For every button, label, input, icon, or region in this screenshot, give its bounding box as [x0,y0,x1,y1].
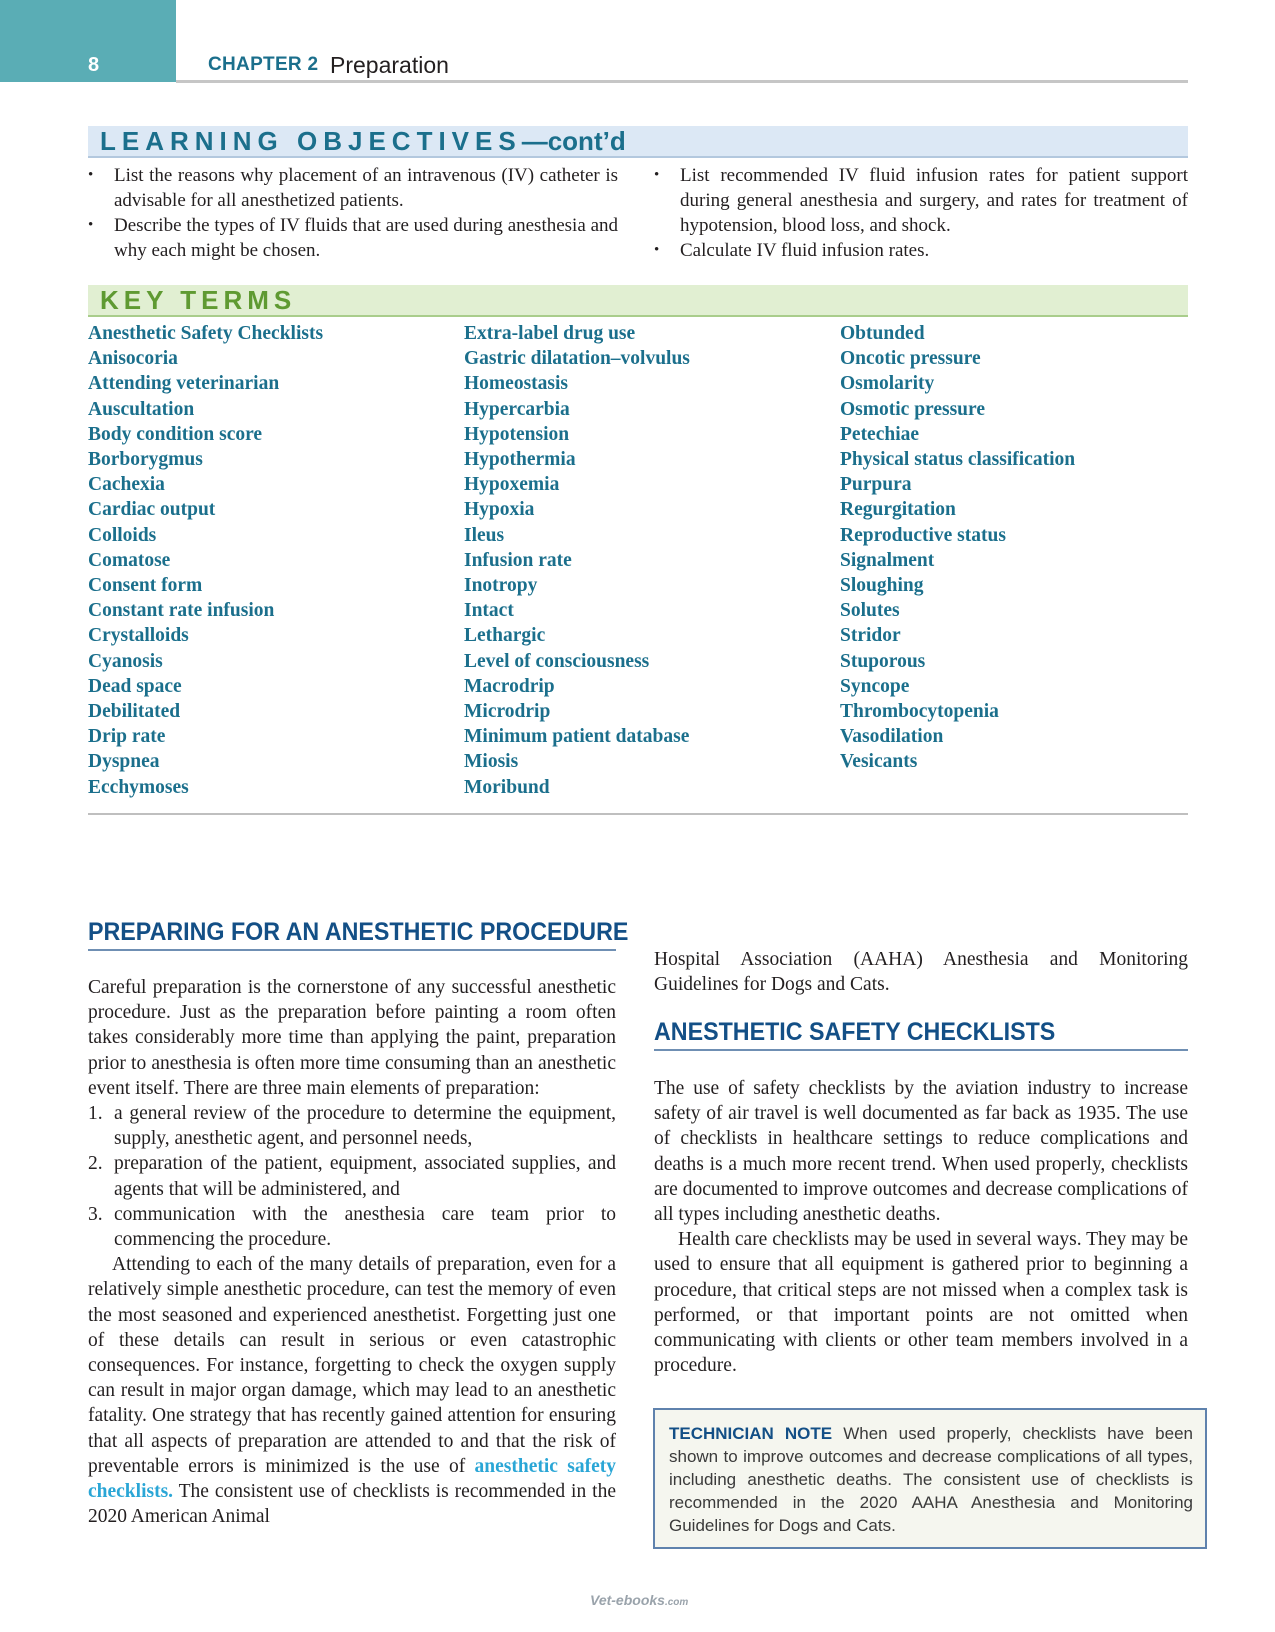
list-item: 2. preparation of the patient, equipment, associated supplies, and agents that will be administered, and [88,1153,616,1200]
preparation-list [88,1101,616,1252]
list-item: 1. a general review of the procedure to determine the equipment, supply, anesthetic agent, and personnel needs, [88,1103,616,1150]
key-term-item: Cachexia [88,474,165,496]
key-term-link[interactable]: anesthetic safety checklists. [88,1455,616,1503]
key-term-item: Body condition score [88,423,263,445]
key-term-item: Auscultation [88,398,195,420]
key-term-item: Moribund [464,776,550,798]
technician-note-text: When used properly, checklists have been shown to improve outcomes and decrease complications of all types, including anesthetic deaths. The consistent use of checklists is recommended in the 2020 AAHA Anesthesia and Monitoring Guidelines for Dogs and Cats. [669,1424,1193,1535]
key-term-item: Stuporous [840,650,926,672]
chapter-title: Preparation [330,52,449,78]
key-term-item: Colloids [88,524,157,546]
key-term-item: Osmolarity [840,373,935,395]
learning-objectives-title: LEARNING OBJECTIVES—cont’d [100,126,626,156]
preparing-body [88,975,616,1529]
list-item: 3. communication with the anesthesia care team prior to commencing the procedure. [88,1203,616,1251]
key-term-item: Minimum patient database [464,726,690,748]
section-heading-preparing: PREPARING FOR AN ANESTHETIC PROCEDURE [88,918,629,946]
key-term-item: Osmotic pressure [840,398,985,420]
key-term-item: Ecchymoses [88,776,189,798]
key-term-item: Infusion rate [464,549,572,571]
key-term-item: Gastric dilatation–volvulus [464,348,690,370]
chapter-label: CHAPTER 2 [208,54,319,75]
key-term-item: Constant rate infusion [88,600,275,622]
key-term-item: Regurgitation [840,499,956,521]
key-term-item: Dyspnea [88,751,160,773]
learning-objectives-left [88,163,618,263]
key-term-item: Attending veterinarian [88,373,280,395]
objective-item: • List the reasons why placement of an intravenous (IV) catheter is advisable for all anesthetized patients. [88,163,618,213]
section-heading-checklists: ANESTHETIC SAFETY CHECKLISTS [654,1018,1056,1046]
key-terms-title: KEY TERMS [100,285,297,315]
page-number: 8 [88,54,100,76]
key-term-item: Homeostasis [464,373,568,395]
key-term-item: Anisocoria [88,348,178,370]
key-term-item: Extra-label drug use [464,323,636,344]
objective-item: • List recommended IV fluid infusion rates for patient support during general anesthesia and surgery, and rates for treatment of hypotension, blood loss, and shock. [654,163,1188,238]
key-term-item: Hypoxemia [464,474,560,496]
learning-objectives-right [654,163,1188,263]
key-term-item: Cardiac output [88,499,216,521]
key-term-item: Hypothermia [464,449,576,471]
key-terms-column-2 [464,321,834,800]
key-term-item: Lethargic [464,625,546,647]
key-terms-column-3 [840,321,1210,775]
key-term-item: Microdrip [464,701,551,723]
key-terms-rule [88,813,1188,815]
key-term-item: Purpura [840,474,912,496]
key-term-item: Miosis [464,751,519,773]
key-term-item: Hypercarbia [464,398,570,420]
key-term-item: Sloughing [840,575,924,597]
key-term-item: Comatose [88,549,171,571]
technician-note-label: TECHNICIAN NOTE [669,1424,833,1443]
key-term-item: Anesthetic Safety Checklists [88,323,324,344]
key-term-item: Reproductive status [840,524,1006,546]
key-term-item: Oncotic pressure [840,348,981,370]
key-term-item: Intact [464,600,514,622]
key-term-item: Obtunded [840,323,925,344]
key-term-item: Drip rate [88,726,166,748]
key-term-item: Signalment [840,549,935,571]
paragraph: Health care checklists may be used in several ways. They may be used to ensure that all equipment is gathered prior to beginning a procedure, that critical steps are not missed when a complex task is performed, or that important points are not omitted when communicating with clients or other team members involved in a procedure. [654,1229,1188,1377]
key-term-item: Vesicants [840,751,918,773]
paragraph: Careful preparation is the cornerstone of any successful anesthetic procedure. Just as the preparation before painting a room often takes considerably more time than applying the paint, preparation prior to anesthesia is often more time consuming than an anesthetic event itself. There are three main elements of preparation: [88,977,616,1099]
key-term-item: Cyanosis [88,650,163,672]
key-term-item: Solutes [840,600,900,622]
key-term-item: Hypoxia [464,499,535,521]
key-term-item: Ileus [464,524,505,546]
header-rule [176,80,1188,83]
key-term-item: Borborygmus [88,449,203,471]
key-term-item: Debilitated [88,701,181,723]
key-term-item: Thrombocytopenia [840,701,999,723]
key-term-item: Inotropy [464,575,538,597]
key-term-item: Physical status classification [840,449,1076,471]
paragraph: Attending to each of the many details of preparation, even for a relatively simple anesthetic procedure, can test the memory of even the most seasoned and experienced anesthetist. Forgetting just one of these details can result in serious or even catastrophic consequences. For instance, forgetting to check the oxygen supply can result in major organ damage, which may lead to an anesthetic fatality. One strategy that has recently gained attention for ensuring that all aspects of preparation are attended to and that the risk of preventable errors is minimized is the use of anesthetic safety checklists. The consistent use of checklists is recommended in the 2020 American Animal [88,1254,616,1528]
section-rule [88,949,616,951]
key-terms-column-1 [88,321,458,800]
key-term-item: Vasodilation [840,726,944,748]
key-term-item: Stridor [840,625,901,647]
key-term-item: Hypotension [464,423,570,445]
section-rule [654,1049,1188,1051]
key-term-item: Petechiae [840,423,920,445]
key-term-item: Macrodrip [464,675,555,697]
checklists-body [654,1076,1188,1378]
paragraph: The use of safety checklists by the aviation industry to increase safety of air travel is well documented as far back as 1935. The use of checklists in healthcare settings to reduce complications and deaths is a much more recent trend. When used properly, checklists are documented to improve outcomes and decrease complications of all types including anesthetic deaths. [654,1078,1188,1226]
key-term-item: Dead space [88,675,182,697]
preparing-continuation: Hospital Association (AAHA) Anesthesia and Monitoring Guidelines for Dogs and Cats. [654,949,1188,996]
objective-item: • Calculate IV fluid infusion rates. [654,238,1188,263]
key-term-item: Syncope [840,675,910,697]
objective-item: • Describe the types of IV fluids that are used during anesthesia and why each might be chosen. [88,213,618,263]
key-term-item: Crystalloids [88,625,189,647]
key-term-item: Level of consciousness [464,650,650,672]
key-term-item: Consent form [88,575,203,597]
technician-note-box [653,1408,1207,1549]
watermark: Vet-ebooks.com [590,1592,689,1608]
